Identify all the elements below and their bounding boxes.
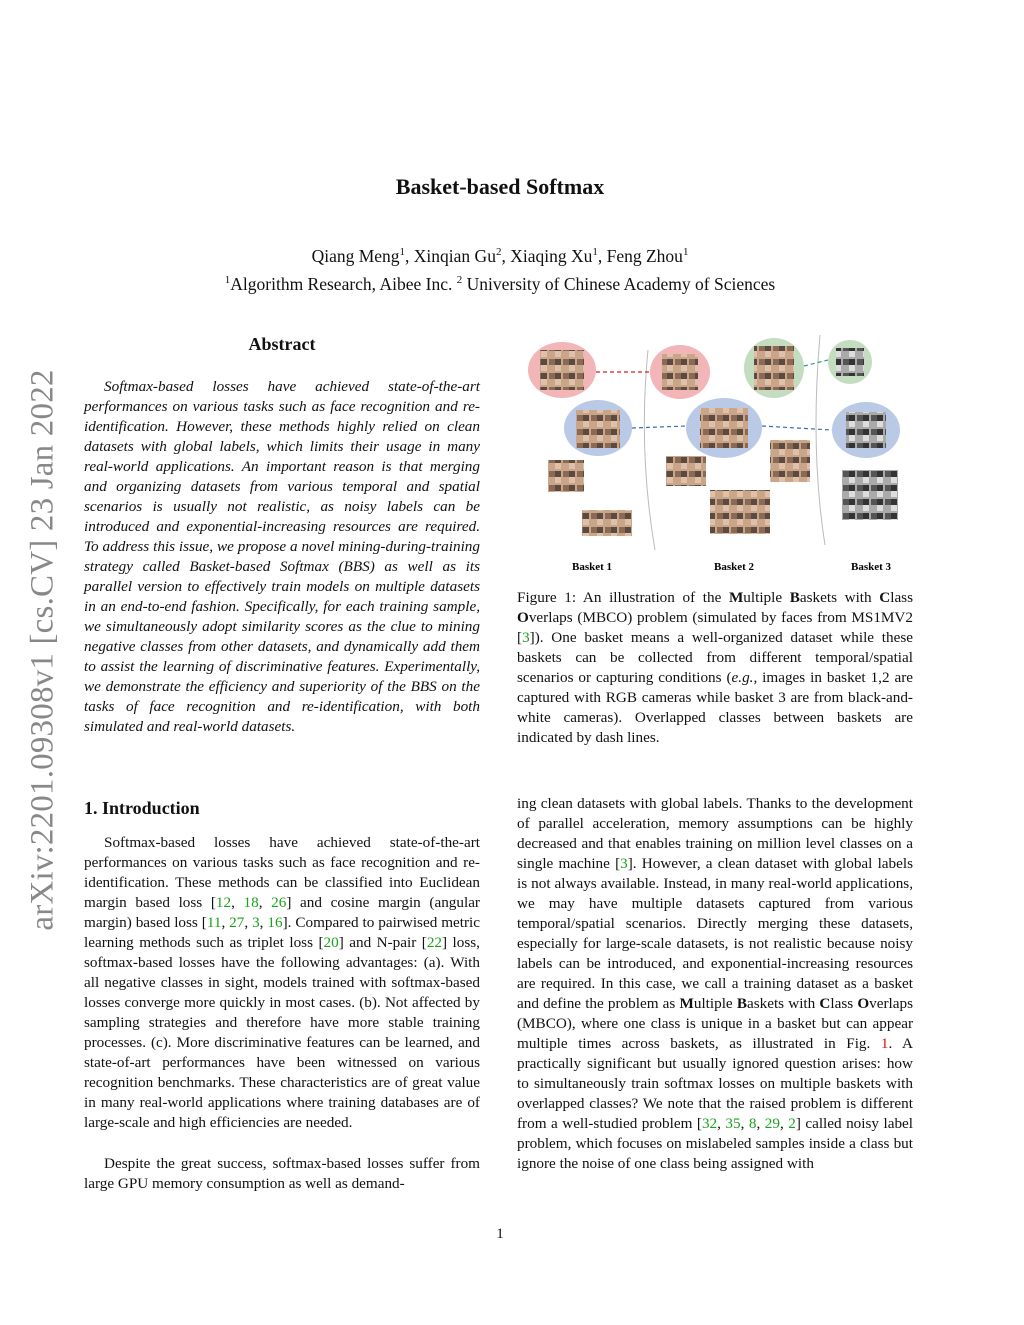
overlap-line-green bbox=[804, 360, 828, 366]
body-text: ] and cosine margin (angular margin) based loss [ bbox=[84, 894, 480, 931]
citation-link[interactable]: 3 bbox=[620, 855, 628, 872]
body-text: ] loss, softmax-based losses have the following advantages: (a). With all negative classes in sight, models trained with softmax-based losses converge more quickly in most cases. (b). Not affected by sampling strategies and therefore have more stable training processes. (c). More discriminative features can be learned, and state-of-art performances have been witnessed on various recognition benchmarks. These characteristics are of great value in many real-world applications where training databases are of large-scale and high efficiencies are needed. bbox=[84, 934, 480, 1131]
aff-num: 1 bbox=[224, 273, 231, 286]
citation-link[interactable]: 8 bbox=[748, 1115, 757, 1132]
caption-text: ultiple bbox=[743, 589, 790, 606]
body-bold: B bbox=[736, 995, 747, 1012]
body-bold: C bbox=[819, 995, 831, 1012]
body-text: . A practically significant but usually ignored question arises: how to simultaneously train softmax losses on multiple baskets with overlapped classes? We note that the raised problem is different from a well-studied problem [ bbox=[517, 1035, 913, 1132]
face-cluster bbox=[662, 354, 698, 390]
figure-1-caption bbox=[517, 588, 913, 748]
arxiv-sidebar bbox=[24, 360, 61, 940]
face-group bbox=[710, 490, 770, 534]
overlap-line-blue-2 bbox=[762, 426, 832, 430]
body-text: ing clean datasets with global labels. Thanks to the development of parallel acceleration, memory assumptions can be highly decreased and that enables training on million level classes on a single machine [ bbox=[517, 795, 913, 872]
intro-paragraph-1: Softmax-based losses have achieved state-of-the-art performances on various tasks such as face recognition and re-identification. These methods can be classified into Euclidean margin based loss [12, 18, 26] and cosine margin (angular margin) based loss [11, 27, 3, 16]. Compared to pairwised metric learning methods such as triplet loss [20] and N-pair [22] loss, softmax-based losses have the following advantages: (a). With all negative classes in sight, models trained with softmax-based losses converge more quickly in most cases. (b). Not affected by sampling strategies and therefore have more stable training processes. (c). More discriminative features can be learned, and state-of-art performances have been witnessed on various recognition benchmarks. These characteristics are of great value in many real-world applications where training databases are of large-scale and high efficiencies are needed. bbox=[84, 834, 481, 1131]
citation-link[interactable]: 26 bbox=[271, 894, 287, 911]
section-heading-introduction: 1. Introduction bbox=[84, 798, 200, 818]
affiliation-list bbox=[0, 268, 1000, 296]
body-text: lass bbox=[830, 995, 858, 1012]
aff-num: 2 bbox=[456, 273, 463, 286]
intro-paragraph-2: Despite the great success, softmax-based losses suffer from large GPU memory consumption as well as demand- bbox=[84, 1155, 480, 1192]
author-list: Qiang Meng$^1$, Xinqian Gu$^2$, Xiaqing Xu$^1$, Feng Zhou$^1$ bbox=[311, 245, 689, 266]
face-cluster bbox=[700, 408, 748, 448]
citation-link[interactable]: 16 bbox=[267, 914, 283, 931]
basket-label: Basket 2 bbox=[713, 561, 755, 573]
caption-text: , images in basket 1,2 are captured with RGB cameras while basket 3 are from black-and-white cameras). Overlapped classes between baskets are indicated by dash lines. bbox=[517, 669, 914, 746]
caption-label: Figure 1: bbox=[517, 589, 577, 606]
author-aff: 1 bbox=[682, 246, 689, 258]
face-cluster bbox=[846, 412, 886, 448]
caption-italic: e.g. bbox=[731, 669, 754, 686]
figure-ref-link[interactable]: 1 bbox=[880, 1035, 889, 1052]
body-bold: O bbox=[857, 995, 870, 1012]
author-aff: 1 bbox=[399, 246, 406, 258]
abstract-text: Softmax-based losses have achieved state-of-the-art performances on various tasks such as face recognition and re-identification. However, these methods highly relied on clean datasets with global labels, which limits their usage in many real-world applications. An important reason is that merging and organizing datasets from various temporal and spatial scenarios is usually not realistic, as noisy labels can be introduced and exponential-increasing resources are required. To address this issue, we propose a novel mining-during-training strategy called Basket-based Softmax (BBS) as well as its parallel version to effectively train models on multiple datasets in an end-to-end fashion. Specifically, for each training sample, we simultaneously adopt similarity scores as the clue to mining negative classes from other datasets, and dynamically add them to assist the learning of discriminative features. Experimentally, we demonstrate the efficiency and superiority of the BBS on the tasks of face recognition and re-identification, with both simulated and real-world datasets. bbox=[84, 378, 480, 735]
caption-text: ]). One basket means a well-organized dataset while these baskets can be collected from different temporal/spatial scenarios or capturing conditions ( bbox=[517, 629, 913, 686]
body-text: verlaps (MBCO), where one class is unique in a basket but can appear multiple times across baskets, as illustrated in Fig. bbox=[517, 995, 913, 1052]
citation-link[interactable]: 27 bbox=[229, 914, 245, 931]
caption-text: askets with bbox=[799, 589, 880, 606]
author-name: Qiang Meng bbox=[311, 245, 400, 266]
caption-bold: O bbox=[517, 609, 529, 626]
overlap-line-blue-1 bbox=[632, 426, 686, 428]
author-block bbox=[0, 240, 1000, 296]
caption-text: verlaps (MBCO) problem (simulated by faces from MS1MV2 [ bbox=[517, 609, 913, 646]
author-aff: 1 bbox=[592, 246, 598, 258]
citation-link[interactable]: 18 bbox=[243, 894, 259, 911]
citation-link[interactable]: 3 bbox=[522, 629, 530, 646]
paper-title: Basket-based Softmax bbox=[395, 174, 605, 199]
caption-text: An illustration of the bbox=[576, 589, 729, 606]
citation-link[interactable]: 29 bbox=[764, 1115, 780, 1132]
body-bold: M bbox=[679, 995, 694, 1012]
face-group bbox=[582, 510, 632, 536]
author-name: Xinqian Gu bbox=[413, 245, 496, 266]
caption-bold: M bbox=[728, 589, 744, 606]
abstract-heading: Abstract bbox=[248, 334, 316, 354]
arxiv-id: arXiv:2201.09308v1 [cs.CV] 23 Jan 2022 bbox=[24, 369, 61, 931]
basket-divider-2 bbox=[816, 335, 825, 545]
face-group bbox=[548, 460, 584, 492]
author-aff: 2 bbox=[495, 246, 502, 258]
citation-link[interactable]: 35 bbox=[725, 1115, 741, 1132]
caption-text: lass bbox=[890, 589, 913, 606]
body-text: ]. Compared to pairwised metric learning methods such as triplet loss [ bbox=[84, 914, 481, 951]
body-text: ] called noisy label problem, which focuses on mislabeled samples inside a class but ignore the noise of one class being assigned with bbox=[517, 1115, 913, 1172]
basket-label: Basket 1 bbox=[571, 561, 613, 573]
citation-link[interactable]: 3 bbox=[252, 914, 260, 931]
citation-link[interactable]: 11 bbox=[206, 914, 222, 931]
citation-link[interactable]: 32 bbox=[701, 1115, 718, 1132]
face-cluster bbox=[836, 348, 864, 376]
caption-bold: C bbox=[879, 589, 891, 606]
body-text: ]. However, a clean dataset with global labels is not always available. Instead, in many real-world applications, we may have multiple datasets captured from various temporal/spatial scenarios. Directly merging these datasets, especially for large-scale datasets, is not realistic because noisy labels can be introduced, and exponential-increasing resources are required. In this case, we call a training dataset as a basket and define the problem as bbox=[517, 855, 913, 1012]
face-group bbox=[842, 470, 898, 520]
page-number: 1 bbox=[496, 1226, 504, 1242]
face-cluster bbox=[576, 410, 620, 448]
affiliation: University of Chinese Academy of Sciences bbox=[466, 273, 776, 294]
body-text: ultiple bbox=[693, 995, 737, 1012]
citation-link[interactable]: 2 bbox=[788, 1115, 796, 1132]
caption-bold: B bbox=[789, 589, 800, 606]
affiliation: Algorithm Research, Aibee Inc. bbox=[230, 273, 453, 294]
author-name: Xiaqing Xu bbox=[510, 245, 593, 266]
face-group bbox=[666, 456, 706, 486]
body-text: Softmax-based losses have achieved state-of-the-art performances on various tasks such as face recognition and re-identification. These methods can be classified into Euclidean margin based loss [ bbox=[84, 834, 480, 911]
citation-link[interactable]: 12 bbox=[215, 894, 232, 911]
face-group bbox=[770, 440, 810, 482]
basket-label: Basket 3 bbox=[850, 561, 892, 573]
body-text: askets with bbox=[746, 995, 820, 1012]
body-text: ] and N-pair [ bbox=[338, 934, 427, 951]
face-cluster bbox=[540, 350, 584, 390]
intro-paragraph-continued: ing clean datasets with global labels. Thanks to the development of parallel acceleration, memory assumptions can be highly decreased and that enables training on million level classes on a single machine [3]. However, a clean dataset with global labels is not always available. Instead, in many real-world applications, we may have multiple datasets captured from various temporal/spatial scenarios. Directly merging these datasets, especially for large-scale datasets, is not realistic because noisy labels can be introduced, and exponential-increasing resources are required. In this case, we call a training dataset as a basket and define the problem as Multiple Baskets with Class Overlaps (MBCO), where one class is unique in a basket but can appear multiple times across baskets, as illustrated in Fig. 1. A practically significant but usually ignored question arises: how to simultaneously train softmax losses on multiple baskets with overlapped classes? We note that the raised problem is different from a well-studied problem [32, 35, 8, 29, 2] called noisy label problem, which focuses on mislabeled samples inside a class but ignore the noise of one class being assigned with bbox=[517, 795, 913, 1172]
citation-link[interactable]: 22 bbox=[426, 934, 443, 951]
citation-link[interactable]: 20 bbox=[323, 934, 339, 951]
face-cluster bbox=[754, 346, 794, 390]
author-name: Feng Zhou bbox=[606, 245, 683, 266]
figure-1-illustration bbox=[520, 330, 920, 580]
